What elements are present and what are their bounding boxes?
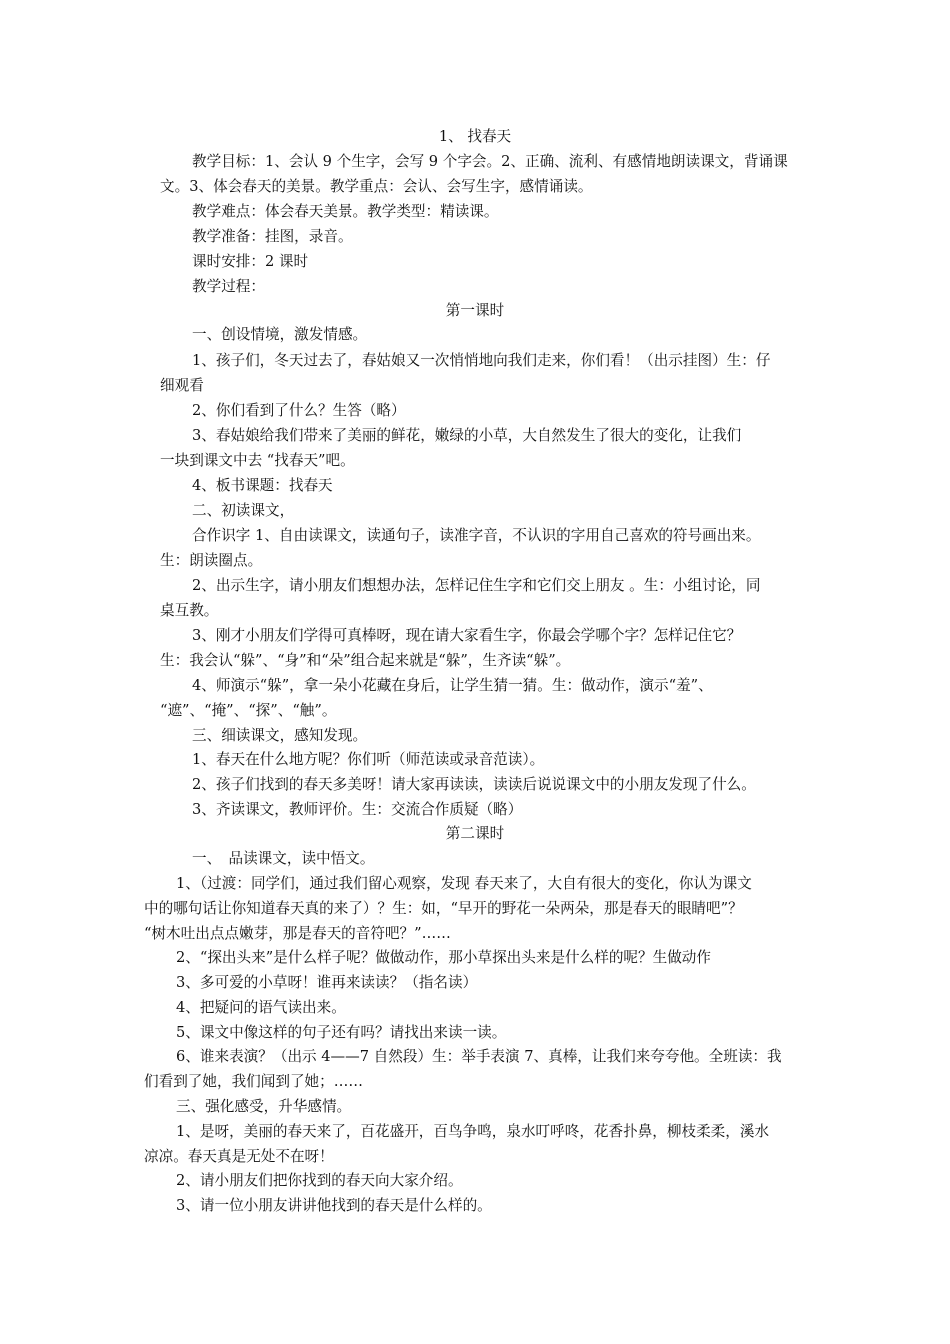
paragraph-line: 6、谁来表演？（出示 4——7 自然段）生：举手表演 7、真棒，让我们来夸夸他。全班读：我 xyxy=(176,1048,782,1065)
paragraph-line: 们看到了她，我们闻到了她；…… xyxy=(144,1073,363,1090)
paragraph-line: 一、创设情境，激发情感。 xyxy=(192,326,368,343)
paragraph-line: 4、板书课题：找春天 xyxy=(192,477,333,494)
section-heading: 第二课时 xyxy=(445,825,505,842)
paragraph-line: 生：朗读圈点。 xyxy=(160,552,263,569)
paragraph-line: “遮”、“掩”、“探”、“触”。 xyxy=(160,702,337,719)
paragraph-line: 合作识字 1、自由读课文，读通句子，读准字音，不认识的字用自己喜欢的符号画出来。 xyxy=(192,527,761,544)
paragraph-line: 教学目标：1、会认 9 个生字，会写 9 个字会。2、正确、流利、有感情地朗读课文，背诵课 xyxy=(192,153,788,170)
paragraph-line: 2、“探出头来”是什么样子呢？做做动作，那小草探出头来是什么样的呢？生做动作 xyxy=(176,949,711,966)
paragraph-line: 3、请一位小朋友讲讲他找到的春天是什么样的。 xyxy=(176,1197,492,1214)
paragraph-line: 3、齐读课文，教师评价。生：交流合作质疑（略） xyxy=(192,801,523,818)
paragraph-line: 2、出示生字，请小朋友们想想办法，怎样记住生字和它们交上朋友 。生：小组讨论，同 xyxy=(192,577,761,594)
paragraph-line: 凉凉。春天真是无处不在呀！ xyxy=(144,1148,334,1165)
paragraph-line: 教学难点：体会春天美景。教学类型：精读课。 xyxy=(192,203,499,220)
paragraph-line: 3、多可爱的小草呀！谁再来读读？（指名读） xyxy=(176,974,478,991)
paragraph-line: 5、课文中像这样的句子还有吗？请找出来读一读。 xyxy=(176,1024,507,1041)
paragraph-line: 细观看 xyxy=(160,377,204,394)
paragraph-line: 1、孩子们，冬天过去了，春姑娘又一次悄悄地向我们走来，你们看！（出示挂图）生：仔 xyxy=(192,352,771,369)
paragraph-line: 1、是呀，美丽的春天来了，百花盛开，百鸟争鸣，泉水叮呼咚，花香扑鼻，柳枝柔柔，溪水 xyxy=(176,1123,770,1140)
paragraph-line: 课时安排：2 课时 xyxy=(192,253,309,270)
paragraph-line: 三、细读课文，感知发现。 xyxy=(192,727,368,744)
paragraph-line: 4、师演示“躲”，拿一朵小花藏在身后，让学生猜一猜。生：做动作，演示“羞”、 xyxy=(192,677,713,694)
paragraph-line: 文。3、体会春天的美景。教学重点：会认、会写生字，感情诵读。 xyxy=(160,178,593,195)
paragraph-line: 1、（过渡：同学们，通过我们留心观察，发现 春天来了，大自有很大的变化，你认为课文 xyxy=(176,875,752,892)
paragraph-line: 中的哪句话让你知道春天真的来了）？生：如，“早开的野花一朵两朵，那是春天的眼睛吧”？ xyxy=(144,900,743,917)
paragraph-line: 教学过程： xyxy=(192,278,265,295)
paragraph-line: 二、初读课文， xyxy=(192,502,295,519)
paragraph-line: 2、孩子们找到的春天多美呀！请大家再读读，读读后说说课文中的小朋友发现了什么。 xyxy=(192,776,756,793)
paragraph-line: 一、 品读课文，读中悟文。 xyxy=(192,850,375,867)
paragraph-line: 生：我会认“躲”、“身”和“朵”组合起来就是“躲”，生齐读“躲”。 xyxy=(160,652,571,669)
document-title: 1、 找春天 xyxy=(438,128,512,145)
paragraph-line: 1、春天在什么地方呢？你们听（师范读或录音范读）。 xyxy=(192,751,545,768)
paragraph-line: 桌互教。 xyxy=(160,602,219,619)
paragraph-line: 教学准备：挂图，录音。 xyxy=(192,228,353,245)
paragraph-line: 一块到课文中去 “找春天”吧。 xyxy=(160,452,355,469)
paragraph-line: “树木吐出点点嫩芽，那是春天的音符吧？”…… xyxy=(144,925,451,942)
paragraph-line: 3、春姑娘给我们带来了美丽的鲜花，嫩绿的小草，大自然发生了很大的变化，让我们 xyxy=(192,427,742,444)
paragraph-line: 4、把疑问的语气读出来。 xyxy=(176,999,346,1016)
paragraph-line: 3、刚才小朋友们学得可真棒呀，现在请大家看生字，你最会学哪个字？怎样记住它？ xyxy=(192,627,742,644)
paragraph-line: 2、你们看到了什么？生答（略） xyxy=(192,402,406,419)
paragraph-line: 2、请小朋友们把你找到的春天向大家介绍。 xyxy=(176,1172,463,1189)
paragraph-line: 三、强化感受，升华感情。 xyxy=(176,1098,352,1115)
section-heading: 第一课时 xyxy=(445,302,505,319)
